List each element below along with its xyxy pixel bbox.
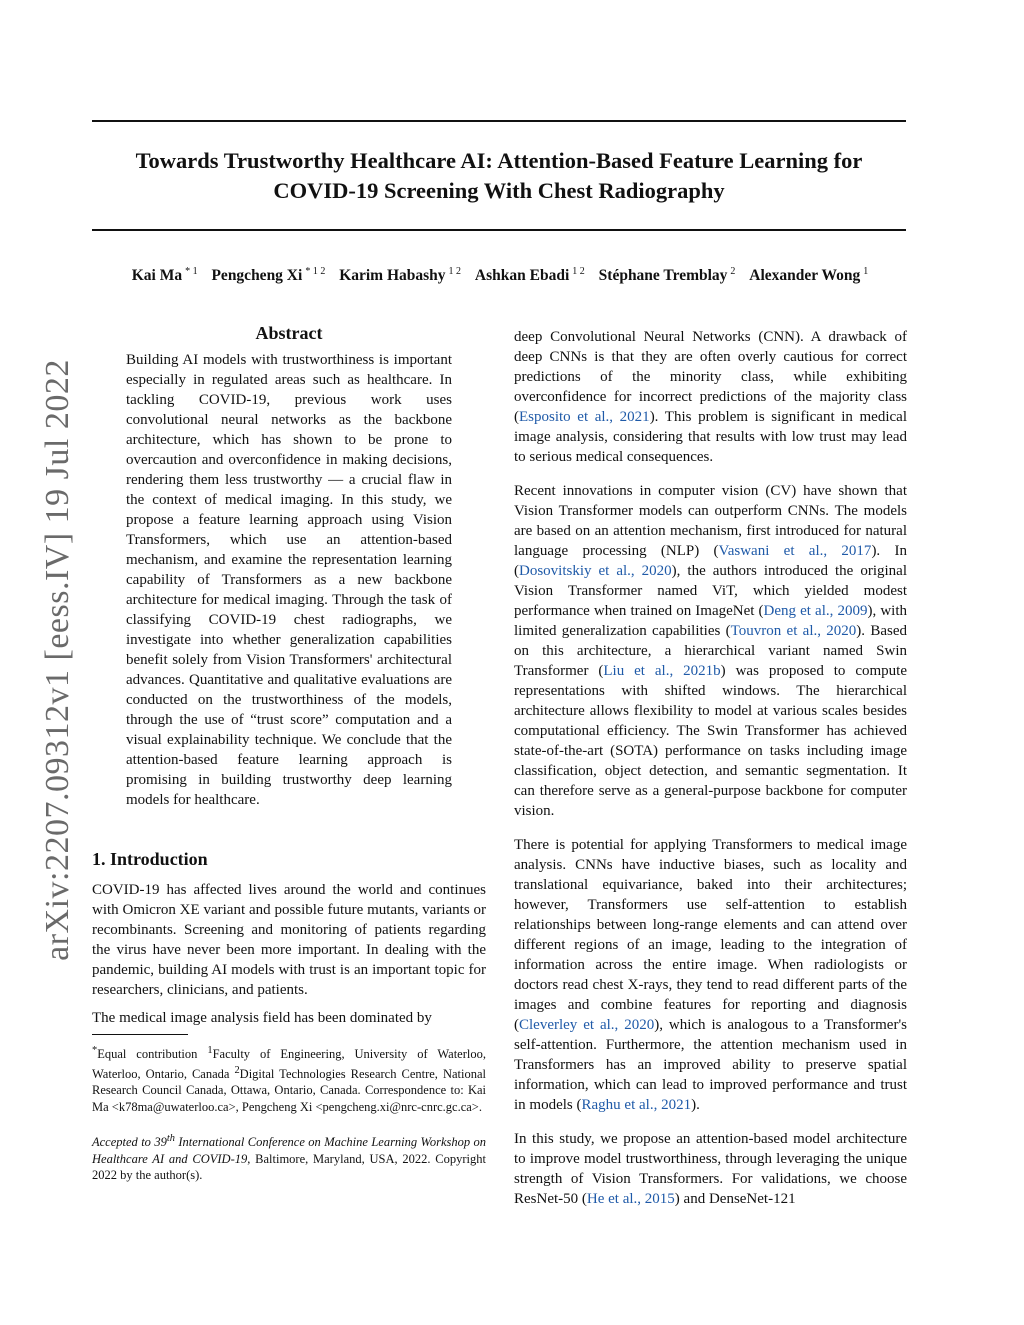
text-run: ). Based on this architecture, a hierarchical variant named Swin Transformer ( [514, 623, 907, 679]
author [211, 267, 325, 284]
abstract-heading: Abstract [255, 323, 323, 343]
author [475, 267, 585, 284]
title-line-2: COVID-19 Screening With Chest Radiography [273, 178, 725, 203]
footnote-rule [92, 1034, 188, 1035]
author-name: Ashkan Ebadi [474, 267, 570, 285]
footnote-mark: 1 [207, 1045, 213, 1056]
text-run: ) was proposed to compute representations with shifted windows. The hierarchical architecture allows flexibility to model at various scales besides computational efficiency. The Swin Transformer has achieved state-of-the-art (SOTA) performance on tasks including image classification, object detection, and semantic segmentation. It can therefore serve as a general-purpose backbone for computer vision. [514, 663, 908, 819]
text-run: ). [691, 1097, 700, 1113]
body-paragraph [514, 481, 907, 821]
citation-link[interactable]: Cleverley et al., 2020 [519, 1017, 655, 1033]
title-rule-bottom [92, 229, 906, 231]
title-line-1: Towards Trustworthy Healthcare AI: Attention-Based Feature Learning for [135, 148, 863, 173]
text-run: ), the authors introduced the original Vision Transformer named ViT, which yielded modest performance when trained on ImageNet ( [514, 563, 907, 619]
author-affiliation-marks: 1 [863, 266, 869, 277]
venue-footnote [92, 1131, 486, 1184]
author-affiliation-marks: * 1 [185, 266, 198, 277]
text-run: ), with limited generalization capabilities ( [514, 603, 907, 639]
affiliation-2: Digital Technologies Research Centre, National Research Council Canada, Ottawa, Ontario, Canada. [92, 1066, 486, 1098]
accepted-venue: International Conference on Machine Learning Workshop on Healthcare AI and COVID-19 [92, 1135, 487, 1166]
text-run: There is potential for applying Transformers to medical image analysis. CNNs have inductive biases, such as locality and translational equivariance, baked into their architectures; however, Transformers use self-attention to establish relationships between long-range elements and can attend over different regions of an image, leading to the integration of information across the entire image. When radiologists or doctors read chest X-rays, they tend to read different parts of the images and combine features for reporting and diagnosis ( [514, 837, 907, 1033]
author-name: Karim Habashy [339, 267, 446, 285]
text-run: ). This problem is significant in medical image analysis, considering that results with low trust may lead to serious medical consequences. [514, 409, 907, 465]
equal-contribution-note: Equal contribution [97, 1047, 198, 1062]
text-run: ), which is analogous to a Transformer's self-attention. Furthermore, the attention mechanism used in Transformers has an improved ability to preserve spatial information, which can lead to improved performance and trust in models ( [514, 1017, 907, 1113]
paper-title [92, 146, 906, 206]
body-paragraph [514, 835, 907, 1115]
abstract-text: Building AI models with trustworthiness is important especially in regulated areas such as healthcare. In tackling COVID-19, previous work uses convolutional neural networks as the backbone architecture, which has shown to be prone to overcaution and overconfidence in making decisions, rendering them less trustworthy — a crucial flaw in the context of medical imaging. In this study, we propose a feature learning approach using Vision Transformers, which use an attention-based mechanism, and examine the representation learning capability of Transformers as a new backbone architecture for medical imaging. Through the task of classifying COVID-19 chest radiographs, we investigate into whether generalization capabilities benefit solely from Vision Transformers' architectural advances. Quantitative and qualitative evaluations are conducted on the trustworthiness of the models, through the use of “trust score” computation and a visual explainability technique. We conclude that the attention-based feature learning approach is promising in building trustworthy deep learning models for healthcare. [126, 352, 452, 808]
affiliation-footnote [92, 1043, 486, 1115]
arxiv-identifier: arXiv:2207.09312v1 [eess.IV] 19 Jul 2022 [39, 359, 76, 961]
citation-link[interactable]: Dosovitskiy et al., 2020 [519, 563, 672, 579]
correspondence-note: Correspondence to: Kai Ma <k78ma@uwaterloo.ca>, Pengcheng Xi <pengcheng.xi@nrc-cnrc.gc.ca>. [92, 1083, 487, 1114]
accepted-ordinal: 39 [154, 1135, 167, 1150]
citation-link[interactable]: Vaswani et al., 2017 [718, 543, 872, 559]
citation-link[interactable]: He et al., 2015 [586, 1191, 675, 1207]
author-name: Pengcheng Xi [211, 267, 303, 285]
accepted-ordinal-suffix: th [166, 1133, 175, 1145]
author-affiliation-marks: 2 [730, 266, 736, 277]
intro-paragraph-1: COVID-19 has affected lives around the world and continues with Omicron XE variant and possible future mutants, variants or recombinants. Screening and monitoring of patients regarding the virus have never been more important. In dealing with the pandemic, building AI models with trust is an important topic for researchers, clinicians, and patients. [92, 882, 486, 998]
footnote-mark: * [92, 1045, 98, 1056]
citation-link[interactable]: Esposito et al., 2021 [519, 409, 650, 425]
citation-link[interactable]: Deng et al., 2009 [763, 603, 868, 619]
text-run: ) and DenseNet-121 [674, 1191, 796, 1207]
section-heading-introduction: 1. Introduction [92, 849, 208, 869]
accepted-prefix: Accepted to [92, 1135, 151, 1150]
author-name: Alexander Wong [749, 267, 861, 285]
left-column [92, 322, 486, 1184]
body-paragraph [514, 327, 907, 467]
author [599, 267, 736, 284]
intro-paragraph-2: The medical image analysis field has been dominated by [92, 1010, 432, 1026]
text-run: deep Convolutional Neural Networks (CNN). A drawback of deep CNNs is that they are often overly cautious for correct predictions of the minority class, while exhibiting overconfidence for incorrect predictions of the majority class ( [514, 329, 907, 425]
body-paragraph [514, 1129, 907, 1209]
author-name: Kai Ma [131, 267, 183, 285]
citation-link[interactable]: Touvron et al., 2020 [730, 623, 857, 639]
author [132, 267, 198, 284]
author-affiliation-marks: * 1 2 [305, 266, 326, 277]
citation-link[interactable]: Raghu et al., 2021 [581, 1097, 692, 1113]
text-run: In this study, we propose an attention-based model architecture to improve model trustworthiness, through leveraging the unique strength of Vision Transformers. For validations, we choose ResNet-50 ( [514, 1131, 907, 1207]
accepted-location: , Baltimore, Maryland, USA, 2022. Copyright 2022 by the author(s). [92, 1151, 486, 1183]
right-column [514, 327, 907, 1209]
text-run: ). In ( [514, 543, 907, 579]
author [339, 267, 461, 284]
author-affiliation-marks: 1 2 [572, 266, 585, 277]
footnote-mark: 2 [234, 1064, 240, 1076]
affiliation-1: Faculty of Engineering, University of Waterloo, Waterloo, Ontario, Canada [92, 1047, 486, 1081]
citation-link[interactable]: Liu et al., 2021b [603, 663, 721, 679]
title-rule-top [92, 120, 906, 122]
text-run: Recent innovations in computer vision (CV) have shown that Vision Transformer models can outperform CNNs. The models are based on an attention mechanism, first introduced for natural language processing (NLP) ( [514, 483, 907, 559]
author-list [60, 266, 940, 285]
author-affiliation-marks: 1 2 [448, 266, 462, 277]
author-name: Stéphane Tremblay [598, 267, 728, 285]
author [749, 267, 868, 284]
